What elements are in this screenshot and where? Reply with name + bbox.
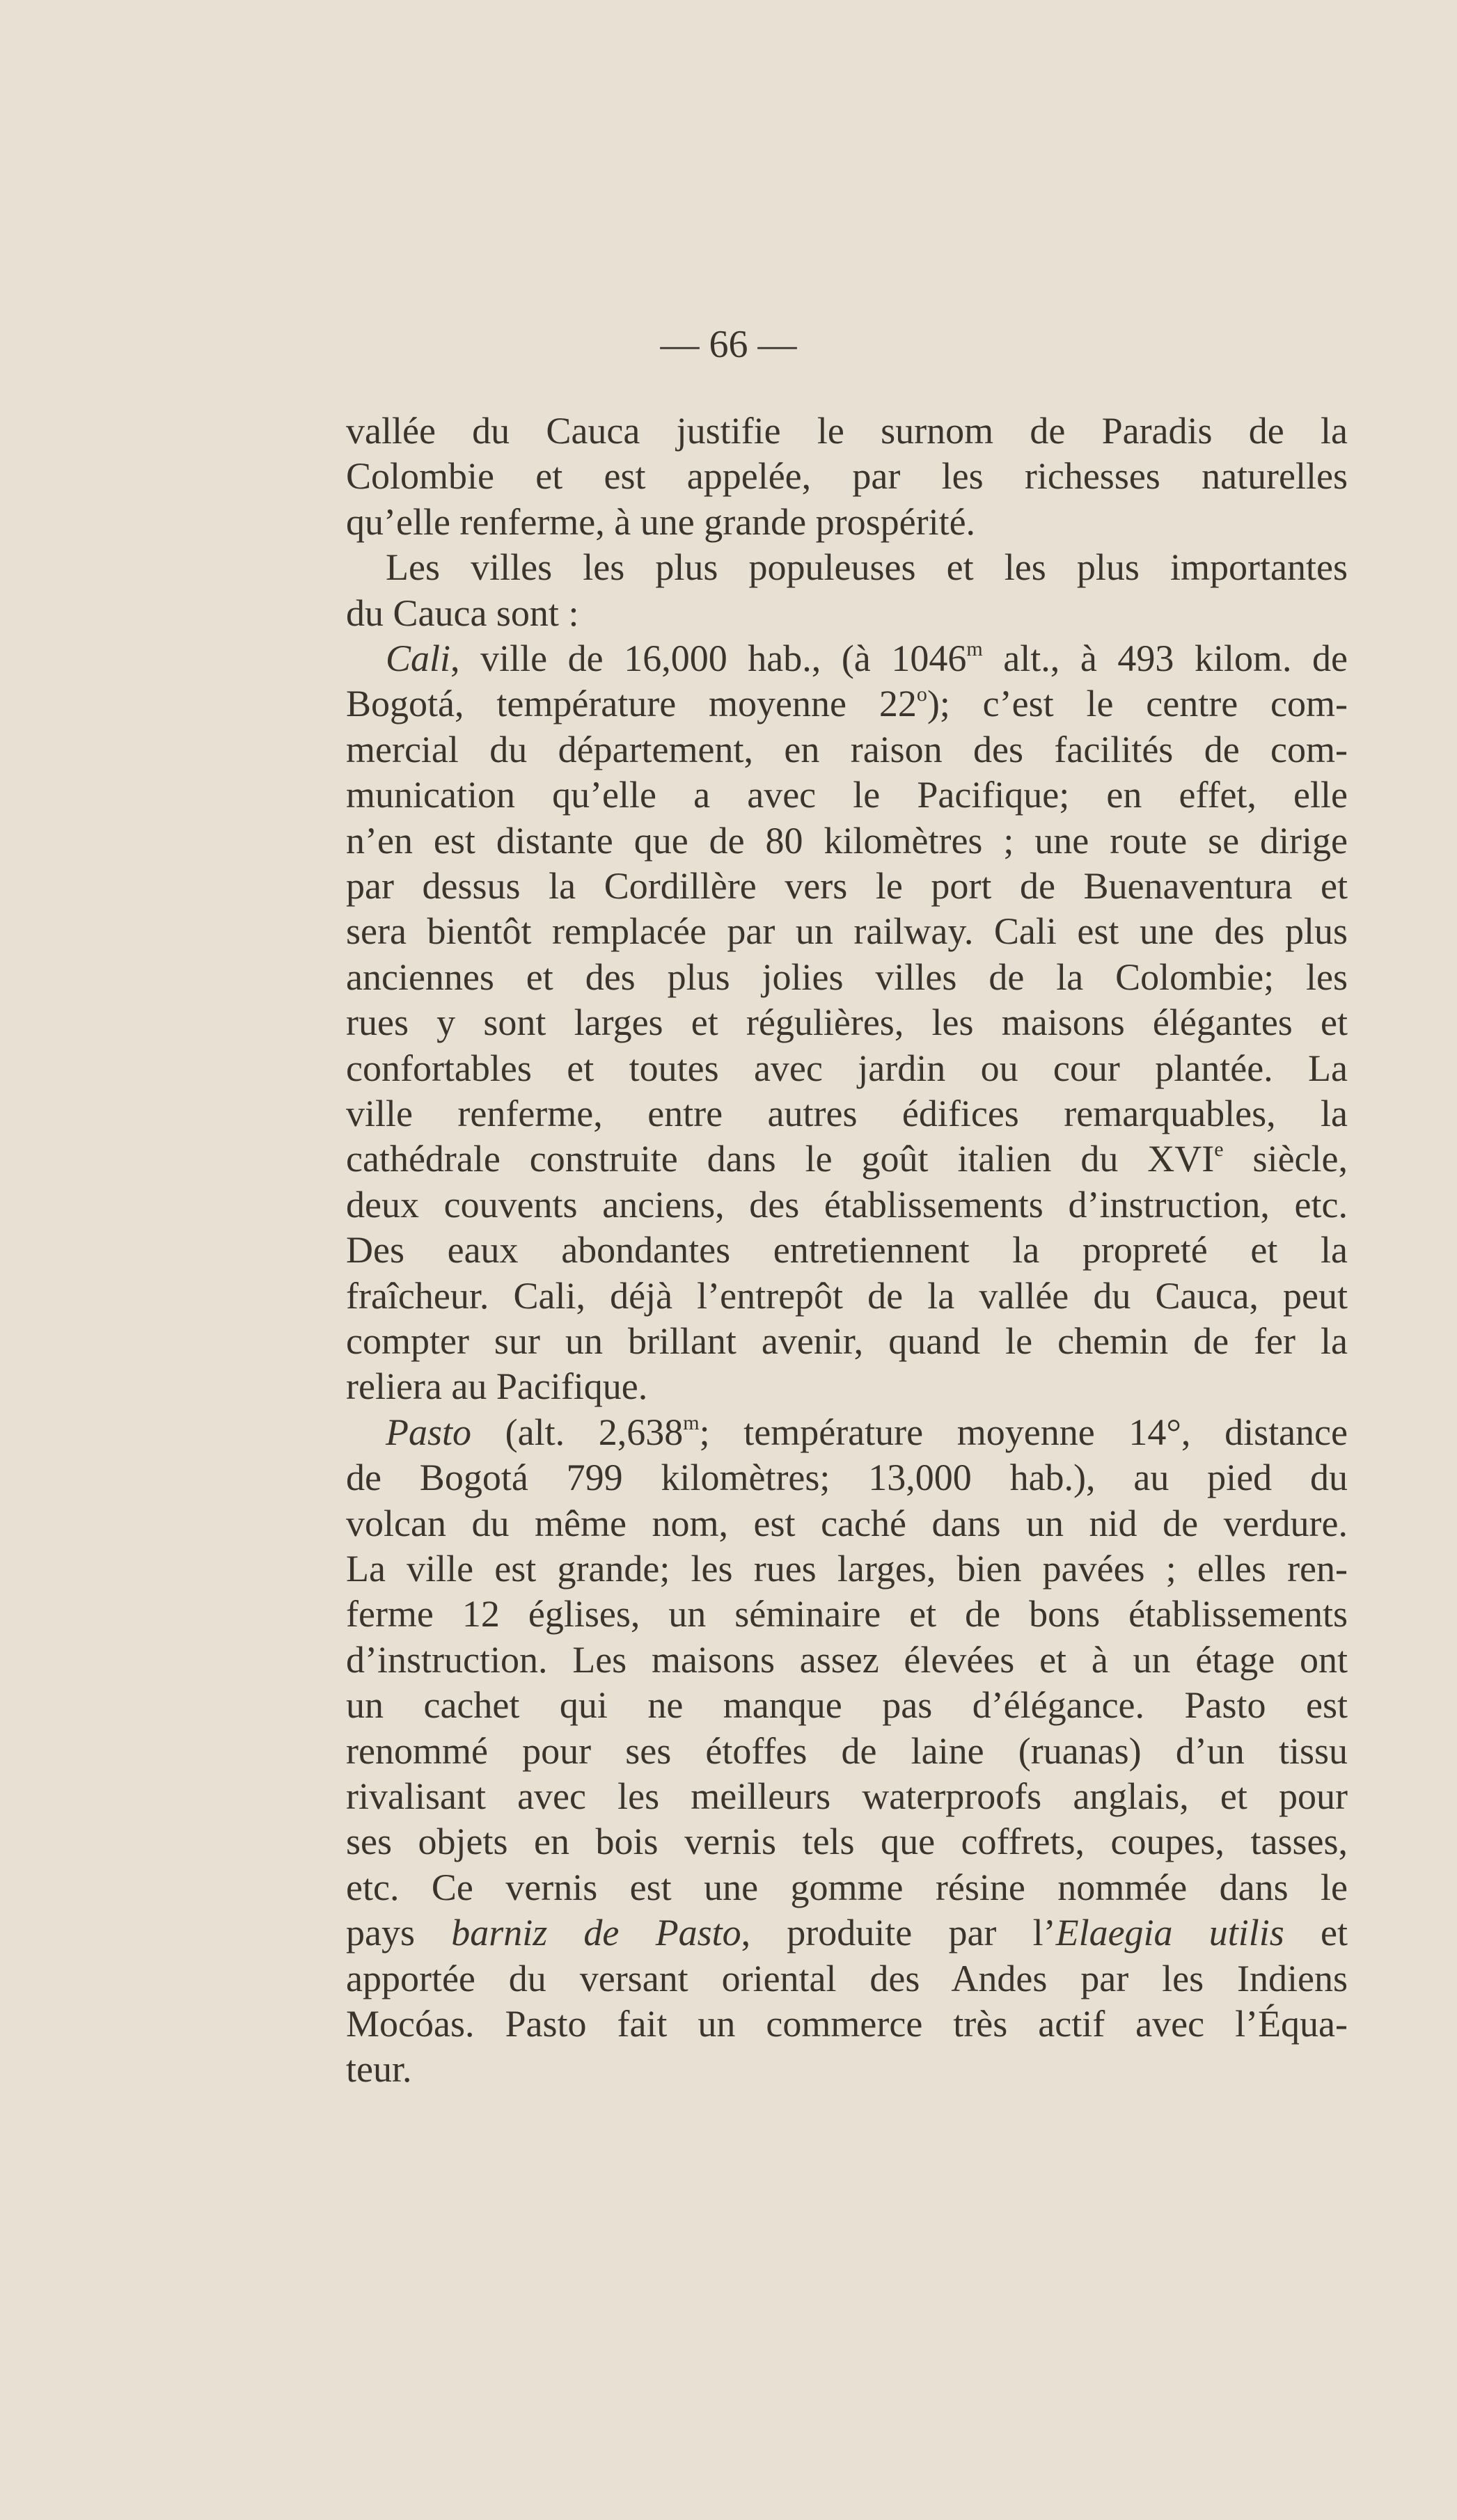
text-segment: teur. [346, 2048, 412, 2091]
text-line [346, 1319, 1348, 1364]
text-segment: volcan du même nom, est caché dans un nid de verdure. [346, 1502, 1348, 1544]
text-segment: Bogotá, température moyenne 22 [346, 683, 917, 725]
text-segment: confortables et toutes avec jardin ou cour plantée. La [346, 1047, 1348, 1089]
text-line [346, 1683, 1348, 1728]
text-line [346, 1136, 1348, 1182]
text-line [346, 500, 1348, 545]
text-segment: par dessus la Cordillère vers le port de Buenaventura et [346, 865, 1348, 907]
text-segment: pays [346, 1912, 452, 1954]
text-segment: cathédrale construite dans le goût italien du XVI [346, 1138, 1215, 1180]
text-line [346, 409, 1348, 454]
text-line [346, 818, 1348, 864]
text-segment: ferme 12 églises, un séminaire et de bons établissements [346, 1593, 1348, 1635]
text-line [346, 1819, 1348, 1864]
text-line [346, 1729, 1348, 1774]
text-line [386, 545, 1348, 590]
text-segment: deux couvents anciens, des établissements d’instruction, etc. [346, 1183, 1348, 1226]
text-line [346, 1091, 1348, 1136]
superscript: m [683, 1411, 700, 1434]
text-line [346, 1546, 1348, 1592]
text-segment: ville renferme, entre autres édifices remarquables, la [346, 1093, 1348, 1134]
text-line [346, 1956, 1348, 2002]
superscript: o [916, 683, 927, 706]
text-line [346, 1274, 1348, 1319]
superscript: m [966, 637, 983, 660]
text-segment: compter sur un brillant avenir, quand le chemin de fer la [346, 1320, 1348, 1362]
text-segment: ); c’est le centre com- [927, 683, 1348, 725]
text-line [346, 772, 1348, 818]
text-segment: mercial du département, en raison des facilités de com- [346, 728, 1348, 770]
text-line [346, 2002, 1348, 2047]
text-segment: munication qu’elle a avec le Pacifique; en effet, elle [346, 774, 1348, 816]
text-segment: de Bogotá 799 kilomètres; 13,000 hab.), au pied du [346, 1457, 1348, 1499]
text-segment: sera bientôt remplacée par un railway. Cali est une des plus [346, 910, 1348, 953]
text-line [346, 909, 1348, 954]
text-segment: qu’elle renferme, à une grande prospérité. [346, 500, 976, 543]
text-segment: Colombie et est appelée, par les richesses naturelles [346, 455, 1348, 498]
text-line [346, 1000, 1348, 1045]
text-segment: d’instruction. Les maisons assez élevées et à un étage ont [346, 1638, 1348, 1681]
text-line [346, 1592, 1348, 1637]
text-line [346, 955, 1348, 1000]
text-segment: Mocóas. Pasto fait un commerce très actif avec l’Équa- [346, 2003, 1348, 2045]
text-line [346, 1865, 1348, 1910]
text-line [346, 1910, 1348, 1956]
text-segment: reliera au Pacifique. [346, 1365, 648, 1408]
text-line [386, 1410, 1348, 1455]
text-segment: apportée du versant oriental des Andes par les Indiens [346, 1957, 1348, 1999]
text-line [346, 1228, 1348, 1273]
text-line [386, 636, 1348, 681]
text-segment: siècle, [1223, 1138, 1348, 1180]
text-segment: renommé pour ses étoffes de laine (ruanas) d’un tissu [346, 1729, 1348, 1772]
text-segment: ; température moyenne 14°, distance [699, 1411, 1348, 1453]
text-segment: et [1284, 1912, 1348, 1954]
italic-text: Pasto [386, 1411, 472, 1453]
text-line [346, 1046, 1348, 1091]
text-segment: Les villes les plus populeuses et les plus importantes [386, 546, 1348, 589]
text-segment: (alt. 2,638 [471, 1411, 684, 1453]
text-segment: fraîcheur. Cali, déjà l’entrepôt de la vallée du Cauca, peut [346, 1274, 1348, 1317]
superscript: e [1214, 1138, 1224, 1162]
text-line [346, 1774, 1348, 1819]
text-line [346, 1364, 1348, 1409]
text-segment: anciennes et des plus jolies villes de la Colombie; les [346, 956, 1348, 998]
text-segment: du Cauca sont : [346, 592, 579, 634]
text-line [346, 1455, 1348, 1500]
text-line [346, 1501, 1348, 1546]
text-segment: rivalisant avec les meilleurs waterproofs anglais, et pour [346, 1775, 1348, 1817]
text-segment: , ville de 16,000 hab., (à 1046 [450, 637, 967, 679]
text-segment: , produite par l’ [741, 1912, 1056, 1954]
text-line [346, 681, 1348, 727]
text-segment: rues y sont larges et régulières, les maisons élégantes et [346, 1001, 1348, 1044]
text-line [346, 1638, 1348, 1683]
text-line [346, 454, 1348, 499]
text-line [346, 2047, 1348, 2092]
text-segment: Des eaux abondantes entretiennent la propreté et la [346, 1229, 1348, 1271]
text-segment: ses objets en bois vernis tels que coffrets, coupes, tasses, [346, 1821, 1348, 1863]
text-segment: un cachet qui ne manque pas d’élégance. Pasto est [346, 1684, 1348, 1727]
page-number: — 66 — [660, 323, 797, 366]
italic-text: barniz de Pasto [451, 1912, 741, 1954]
italic-text: Cali [386, 637, 451, 679]
text-line [346, 864, 1348, 909]
text-line [346, 727, 1348, 772]
text-line [346, 591, 1348, 636]
text-segment: alt., à 493 kilom. de [982, 637, 1348, 679]
italic-text: Elaegia utilis [1055, 1912, 1284, 1954]
text-segment: La ville est grande; les rues larges, bien pavées ; elles ren- [346, 1548, 1348, 1590]
text-line [346, 1182, 1348, 1228]
text-segment: vallée du Cauca justifie le surnom de Paradis de la [346, 410, 1348, 452]
text-segment: etc. Ce vernis est une gomme résine nommée dans le [346, 1866, 1348, 1908]
text-segment: n’en est distante que de 80 kilomètres ; une route se dirige [346, 819, 1348, 862]
